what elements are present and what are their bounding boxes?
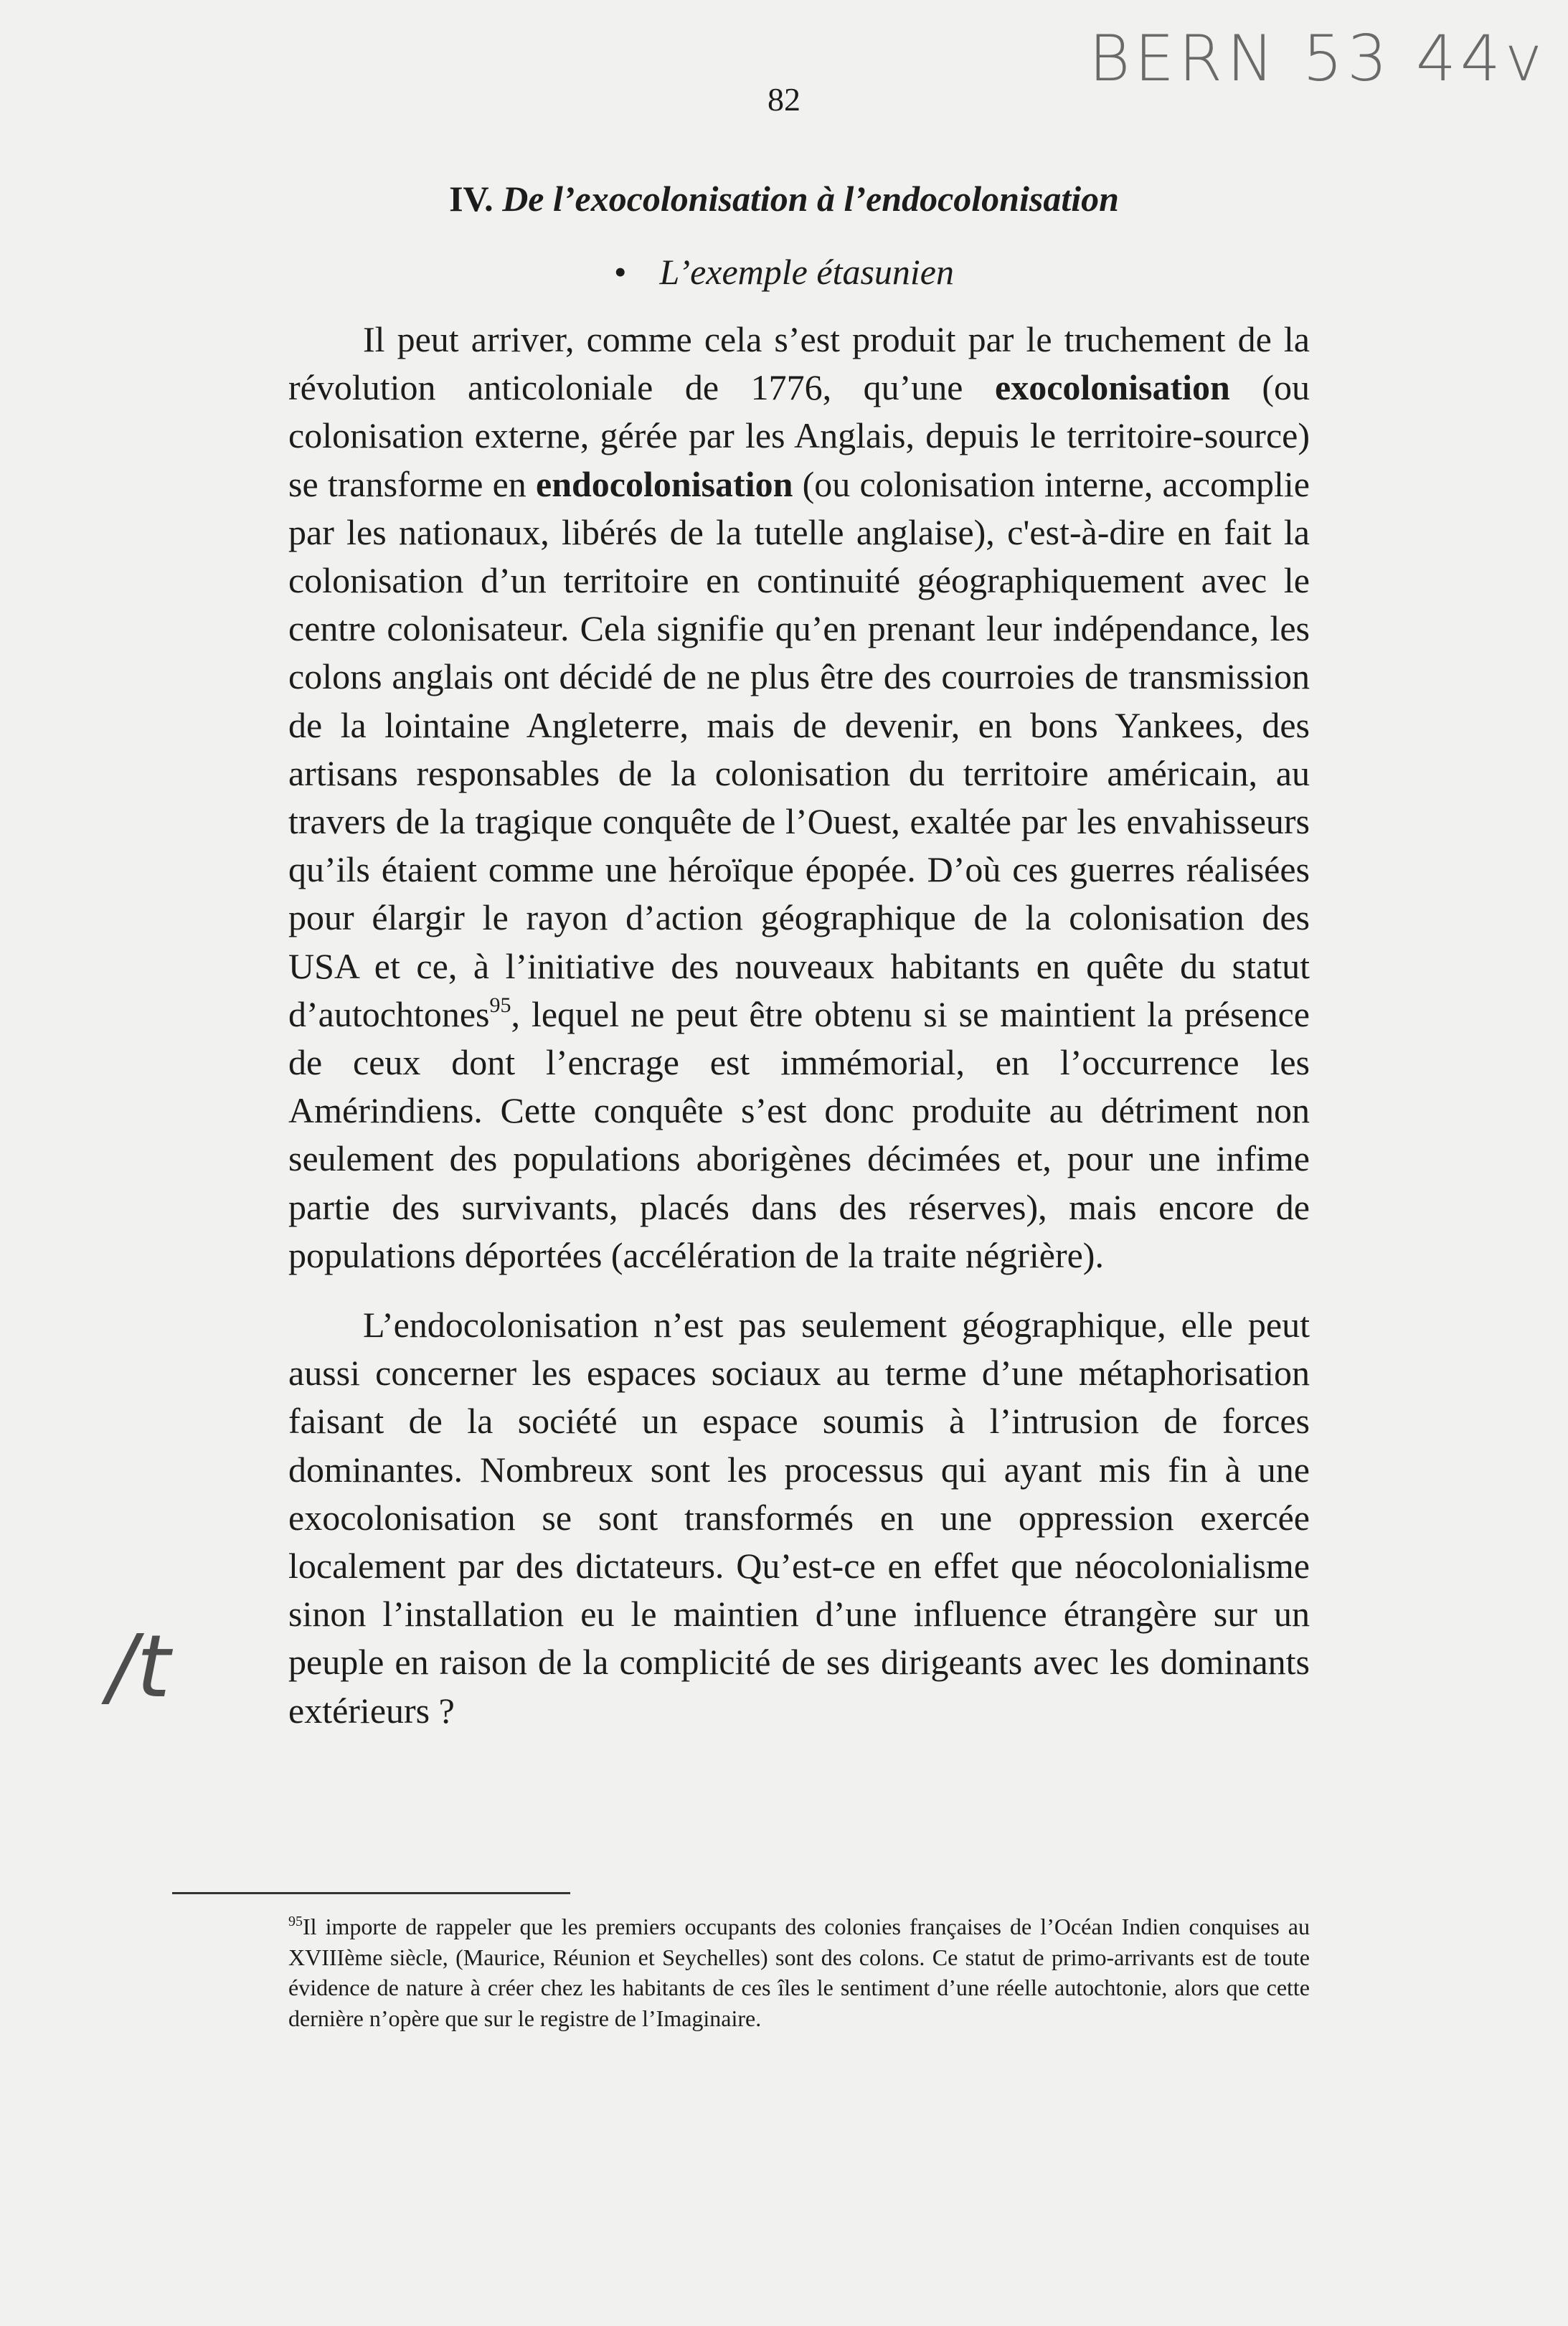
paragraph-text: Il peut arriver, comme cela s’est produit par le truchement de la révolution anticoloniale de 1776, qu’une: [288, 319, 1310, 408]
bold-term: endocolonisation: [536, 463, 793, 504]
section-heading: [0, 178, 1568, 219]
bullet-icon: •: [613, 252, 627, 292]
paragraph-text: (ou colonisation externe, gérée par les Anglais, depuis le territoire-source) se transforme en: [288, 367, 1310, 504]
body-text: [288, 316, 1310, 1735]
footnote: [288, 1911, 1310, 2033]
footnote-reference[interactable]: 95: [489, 993, 511, 1017]
paragraph-text: (ou colonisation interne, accomplie par les nationaux, libérés de la tutelle anglaise), c'est-à-dire en fait la colonisation d’un territoire en continuité géographiquement avec le centre colonisateur. Cela signifie qu’en prenant leur indépendance, les colons anglais ont décidé de ne plus être des courroies de transmission de la lointaine Angleterre, mais de devenir, en bons Yankees, des artisans responsables de la colonisation du territoire américain, au travers de la tragique conquête de l’Ouest, exaltée par les envahisseurs qu’ils étaient comme une héroïque épopée. D’où ces guerres réalisées pour élargir le rayon d’action géographique de la colonisation des USA et ce, à l’initiative des nouveaux habitants en quête du statut d’autochtones: [288, 463, 1310, 1034]
subsection-heading: [0, 251, 1568, 293]
bold-term: exocolonisation: [995, 367, 1230, 408]
footnote-text: Il importe de rappeler que les premiers occupants des colonies françaises de l’Océan Indien conquises au XVIIIème siècle, (Maurice, Réunion et Seychelles) sont des colons. Ce statut de primo-arrivants est de toute évidence de nature à créer chez les habitants de ces îles le sentiment d’une réelle autochtonie, alors que cette dernière n’opère que sur le registre de l’Imaginaire.: [288, 1914, 1310, 2031]
footnote-divider: [172, 1892, 570, 1894]
subsection-title: L’exemple étasunien: [659, 252, 954, 292]
paragraph-text: , lequel ne peut être obtenu si se maintient la présence de ceux dont l’encrage est immémorial, en l’occurrence les Amérindiens. Cette conquête s’est donc produite au détriment non seulement des populations aborigènes décimées et, pour une infime partie des survivants, placés dans des réserves), mais encore de populations déportées (accélération de la traite négrière).: [288, 993, 1310, 1275]
paragraph: L’endocolonisation n’est pas seulement géographique, elle peut aussi concerner les espaces sociaux au terme d’une métaphorisation faisant de la société un espace soumis à l’intrusion de forces dominantes. Nombreux sont les processus qui ayant mis fin à une exocolonisation se sont transformés en une oppression exercée localement par des dictateurs. Qu’est-ce en effet que néocolonialisme sinon l’installation eu le maintien d’une influence étrangère sur un peuple en raison de la complicité de ses dirigeants avec les dominants extérieurs ?: [288, 1305, 1310, 1731]
paragraph: [288, 316, 1310, 1280]
page-number: 82: [768, 81, 800, 118]
section-number: IV.: [449, 179, 493, 219]
handwritten-margin-note: /t: [108, 1617, 171, 1717]
section-title: De l’exocolonisation à l’endocolonisation: [502, 179, 1119, 219]
footnote-marker: 95: [288, 1914, 303, 1929]
handwritten-shelfmark: BERN 53 44v: [1088, 22, 1546, 95]
